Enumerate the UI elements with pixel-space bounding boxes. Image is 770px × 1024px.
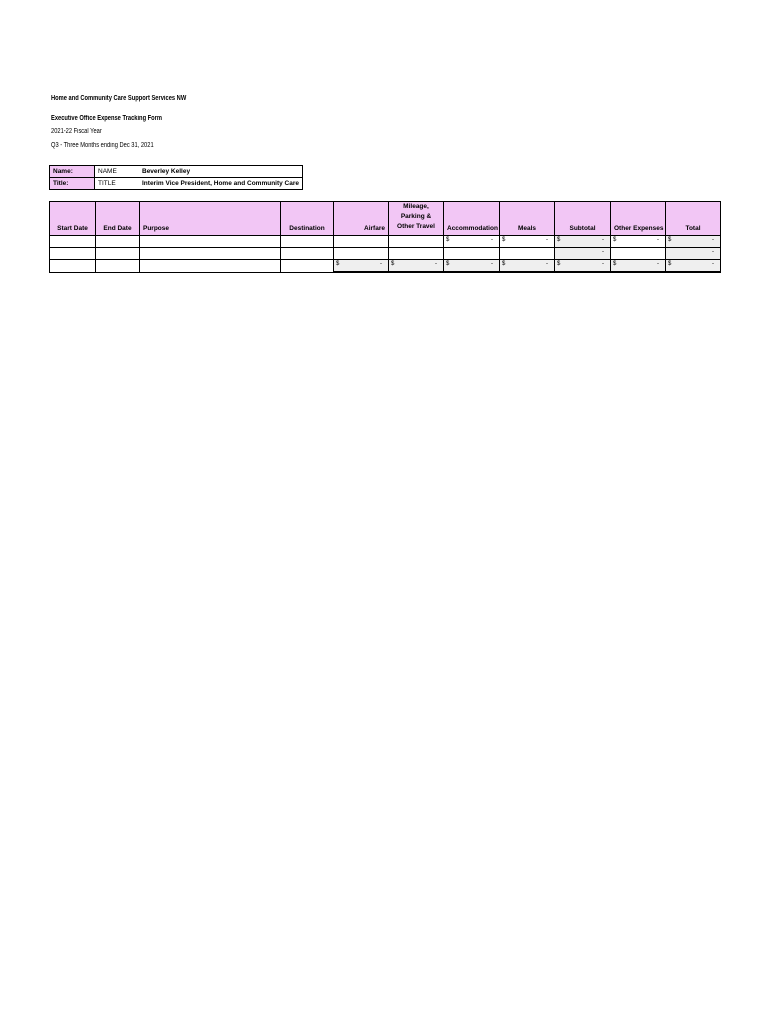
header-row — [50, 202, 721, 236]
amount: - — [602, 237, 604, 243]
col-destination: Destination — [281, 202, 334, 236]
other-expenses-total — [611, 260, 666, 273]
airfare-cell[interactable] — [334, 236, 389, 248]
end-date-cell — [96, 260, 140, 273]
start-date-cell[interactable] — [50, 248, 96, 260]
accommodation-total — [444, 260, 500, 273]
col-end-date: End Date — [96, 202, 140, 236]
amount: - — [491, 237, 493, 243]
end-date-cell[interactable] — [96, 248, 140, 260]
org-name: Home and Community Care Support Services NW — [51, 95, 187, 102]
grand-total — [666, 260, 721, 273]
expense-table — [49, 201, 721, 273]
col-other-expenses: Other Expenses — [611, 202, 666, 236]
accommodation-cell[interactable] — [444, 236, 500, 248]
col-total: Total — [666, 202, 721, 236]
subtotal-cell — [555, 248, 611, 260]
currency-symbol: $ — [613, 261, 617, 267]
other-expenses-cell[interactable] — [611, 248, 666, 260]
amount: - — [435, 261, 437, 267]
currency-symbol: $ — [557, 237, 561, 243]
totals-row — [50, 260, 721, 273]
title-label: Title: — [50, 178, 95, 190]
amount: - — [380, 261, 382, 267]
destination-cell[interactable] — [281, 248, 334, 260]
destination-cell[interactable] — [281, 236, 334, 248]
end-date-cell[interactable] — [96, 236, 140, 248]
mileage-total — [389, 260, 444, 273]
title-key[interactable]: TITLE — [95, 178, 140, 190]
name-value[interactable]: Beverley Kelley — [139, 166, 303, 178]
currency-symbol: $ — [557, 261, 561, 267]
col-mileage: Mileage, Parking & Other Travel — [389, 202, 444, 236]
title-value[interactable]: Interim Vice President, Home and Community Care — [139, 178, 303, 190]
amount: - — [712, 237, 714, 243]
fiscal-year: 2021-22 Fiscal Year — [51, 128, 102, 135]
currency-symbol: $ — [668, 261, 672, 267]
purpose-cell[interactable] — [140, 248, 281, 260]
amount: - — [546, 261, 548, 267]
total-cell — [666, 248, 721, 260]
destination-cell — [281, 260, 334, 273]
currency-symbol: $ — [502, 237, 506, 243]
meals-cell[interactable] — [500, 248, 555, 260]
currency-symbol: $ — [502, 261, 506, 267]
currency-symbol: $ — [446, 237, 450, 243]
currency-symbol: $ — [613, 237, 617, 243]
mileage-cell[interactable] — [389, 236, 444, 248]
meals-cell[interactable] — [500, 236, 555, 248]
amount: - — [602, 261, 604, 267]
start-date-cell[interactable] — [50, 236, 96, 248]
currency-symbol: $ — [446, 261, 450, 267]
subtotal-total — [555, 260, 611, 273]
total-cell — [666, 236, 721, 248]
employee-info — [49, 165, 303, 190]
purpose-cell — [140, 260, 281, 273]
airfare-total — [334, 260, 389, 273]
amount: - — [712, 249, 714, 255]
start-date-cell — [50, 260, 96, 273]
mileage-cell[interactable] — [389, 248, 444, 260]
col-start-date: Start Date — [50, 202, 96, 236]
currency-symbol: $ — [336, 261, 340, 267]
col-airfare: Airfare — [334, 202, 389, 236]
col-meals: Meals — [500, 202, 555, 236]
amount: - — [657, 261, 659, 267]
col-subtotal: Subtotal — [555, 202, 611, 236]
amount: - — [712, 261, 714, 267]
meals-total — [500, 260, 555, 273]
amount: - — [657, 237, 659, 243]
table-row — [50, 248, 721, 260]
amount: - — [546, 237, 548, 243]
col-purpose: Purpose — [140, 202, 281, 236]
accommodation-cell[interactable] — [444, 248, 500, 260]
currency-symbol: $ — [668, 237, 672, 243]
airfare-cell[interactable] — [334, 248, 389, 260]
col-accommodation: Accommodation — [444, 202, 500, 236]
period: Q3 - Three Months ending Dec 31, 2021 — [51, 142, 154, 149]
name-key[interactable]: NAME — [95, 166, 140, 178]
other-expenses-cell[interactable] — [611, 236, 666, 248]
subtotal-cell — [555, 236, 611, 248]
table-row — [50, 236, 721, 248]
name-label: Name: — [50, 166, 95, 178]
amount: - — [602, 249, 604, 255]
currency-symbol: $ — [391, 261, 395, 267]
purpose-cell[interactable] — [140, 236, 281, 248]
form-title: Executive Office Expense Tracking Form — [51, 115, 163, 122]
amount: - — [491, 261, 493, 267]
